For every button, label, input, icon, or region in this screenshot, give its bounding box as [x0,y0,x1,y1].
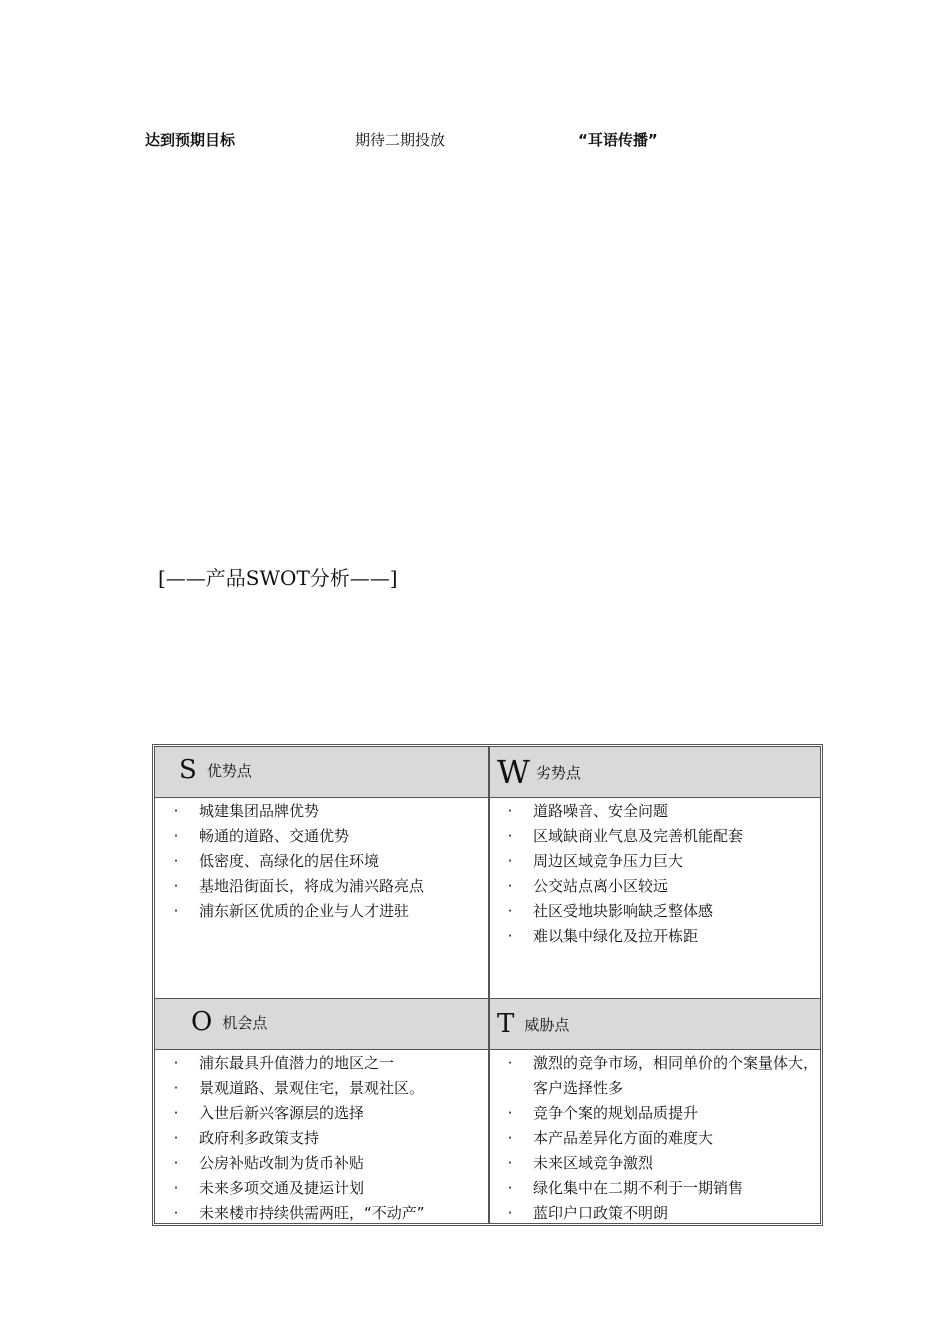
swot-table [152,744,823,1226]
threats-letter: T [497,1009,515,1039]
list-item: · 入世后新兴客源层的选择 [173,1104,365,1122]
list-item: · 激烈的竞争市场，相同单价的个案量体大，客户选择性多 [507,1054,819,1097]
swot-divider [488,747,490,1223]
opportunities-letter: O [191,1007,213,1037]
list-item: · 区域缺商业气息及完善机能配套 [507,827,744,845]
top-line-right-text: “耳语传播” [578,131,658,149]
list-item: · 浦东新区优质的企业与人才进驻 [173,902,410,920]
weaknesses-header [497,753,581,791]
list-item: · 景观道路、景观住宅，景观社区。 [173,1079,425,1097]
list-item: · 未来多项交通及捷运计划 [173,1179,365,1197]
list-item: · 畅通的道路、交通优势 [173,827,350,845]
list-item: · 基地沿街面长，将成为浦兴路亮点 [173,877,425,895]
strengths-letter: S [179,755,197,785]
list-item: · 难以集中绿化及拉开栋距 [507,927,699,945]
swot-section-heading: [——产品SWOT分析——] [158,566,398,590]
strengths-list [171,799,481,924]
list-item: · 社区受地块影响缺乏整体感 [507,902,714,920]
weaknesses-list [505,799,819,949]
list-item: · 城建集团品牌优势 [173,802,320,820]
weaknesses-letter: W [497,753,530,791]
list-item: · 周边区域竞争压力巨大 [507,852,684,870]
list-item: · 蓝印户口政策不明朗 [507,1204,669,1222]
weaknesses-title: 劣势点 [535,763,581,782]
opportunities-list [171,1051,487,1226]
list-item: · 低密度、高绿化的居住环境 [173,852,380,870]
list-item: · 道路噪音、安全问题 [507,802,669,820]
threats-list [505,1051,819,1226]
threats-title: 威胁点 [524,1015,570,1034]
list-item: · 公房补贴改制为货币补贴 [173,1154,365,1172]
opportunities-header [191,1007,267,1037]
list-item: · 公交站点离小区较远 [507,877,669,895]
threats-header [497,1009,569,1039]
list-item: · 竞争个案的规划品质提升 [507,1104,699,1122]
list-item: · 政府利多政策支持 [173,1129,320,1147]
list-item: · 未来楼市持续供需两旺，“不动产” [173,1204,425,1222]
list-item: · 本产品差异化方面的难度大 [507,1129,714,1147]
list-item: · 绿化集中在二期不利于一期销售 [507,1179,744,1197]
list-item: · 未来区域竞争激烈 [507,1154,654,1172]
strengths-title: 优势点 [206,761,252,780]
top-line-middle-text: 期待二期投放 [355,131,446,149]
top-line-left-text: 达到预期目标 [145,131,236,149]
list-item: · 浦东最具升值潜力的地区之一 [173,1054,395,1072]
strengths-header [179,755,252,785]
opportunities-title: 机会点 [222,1013,268,1032]
